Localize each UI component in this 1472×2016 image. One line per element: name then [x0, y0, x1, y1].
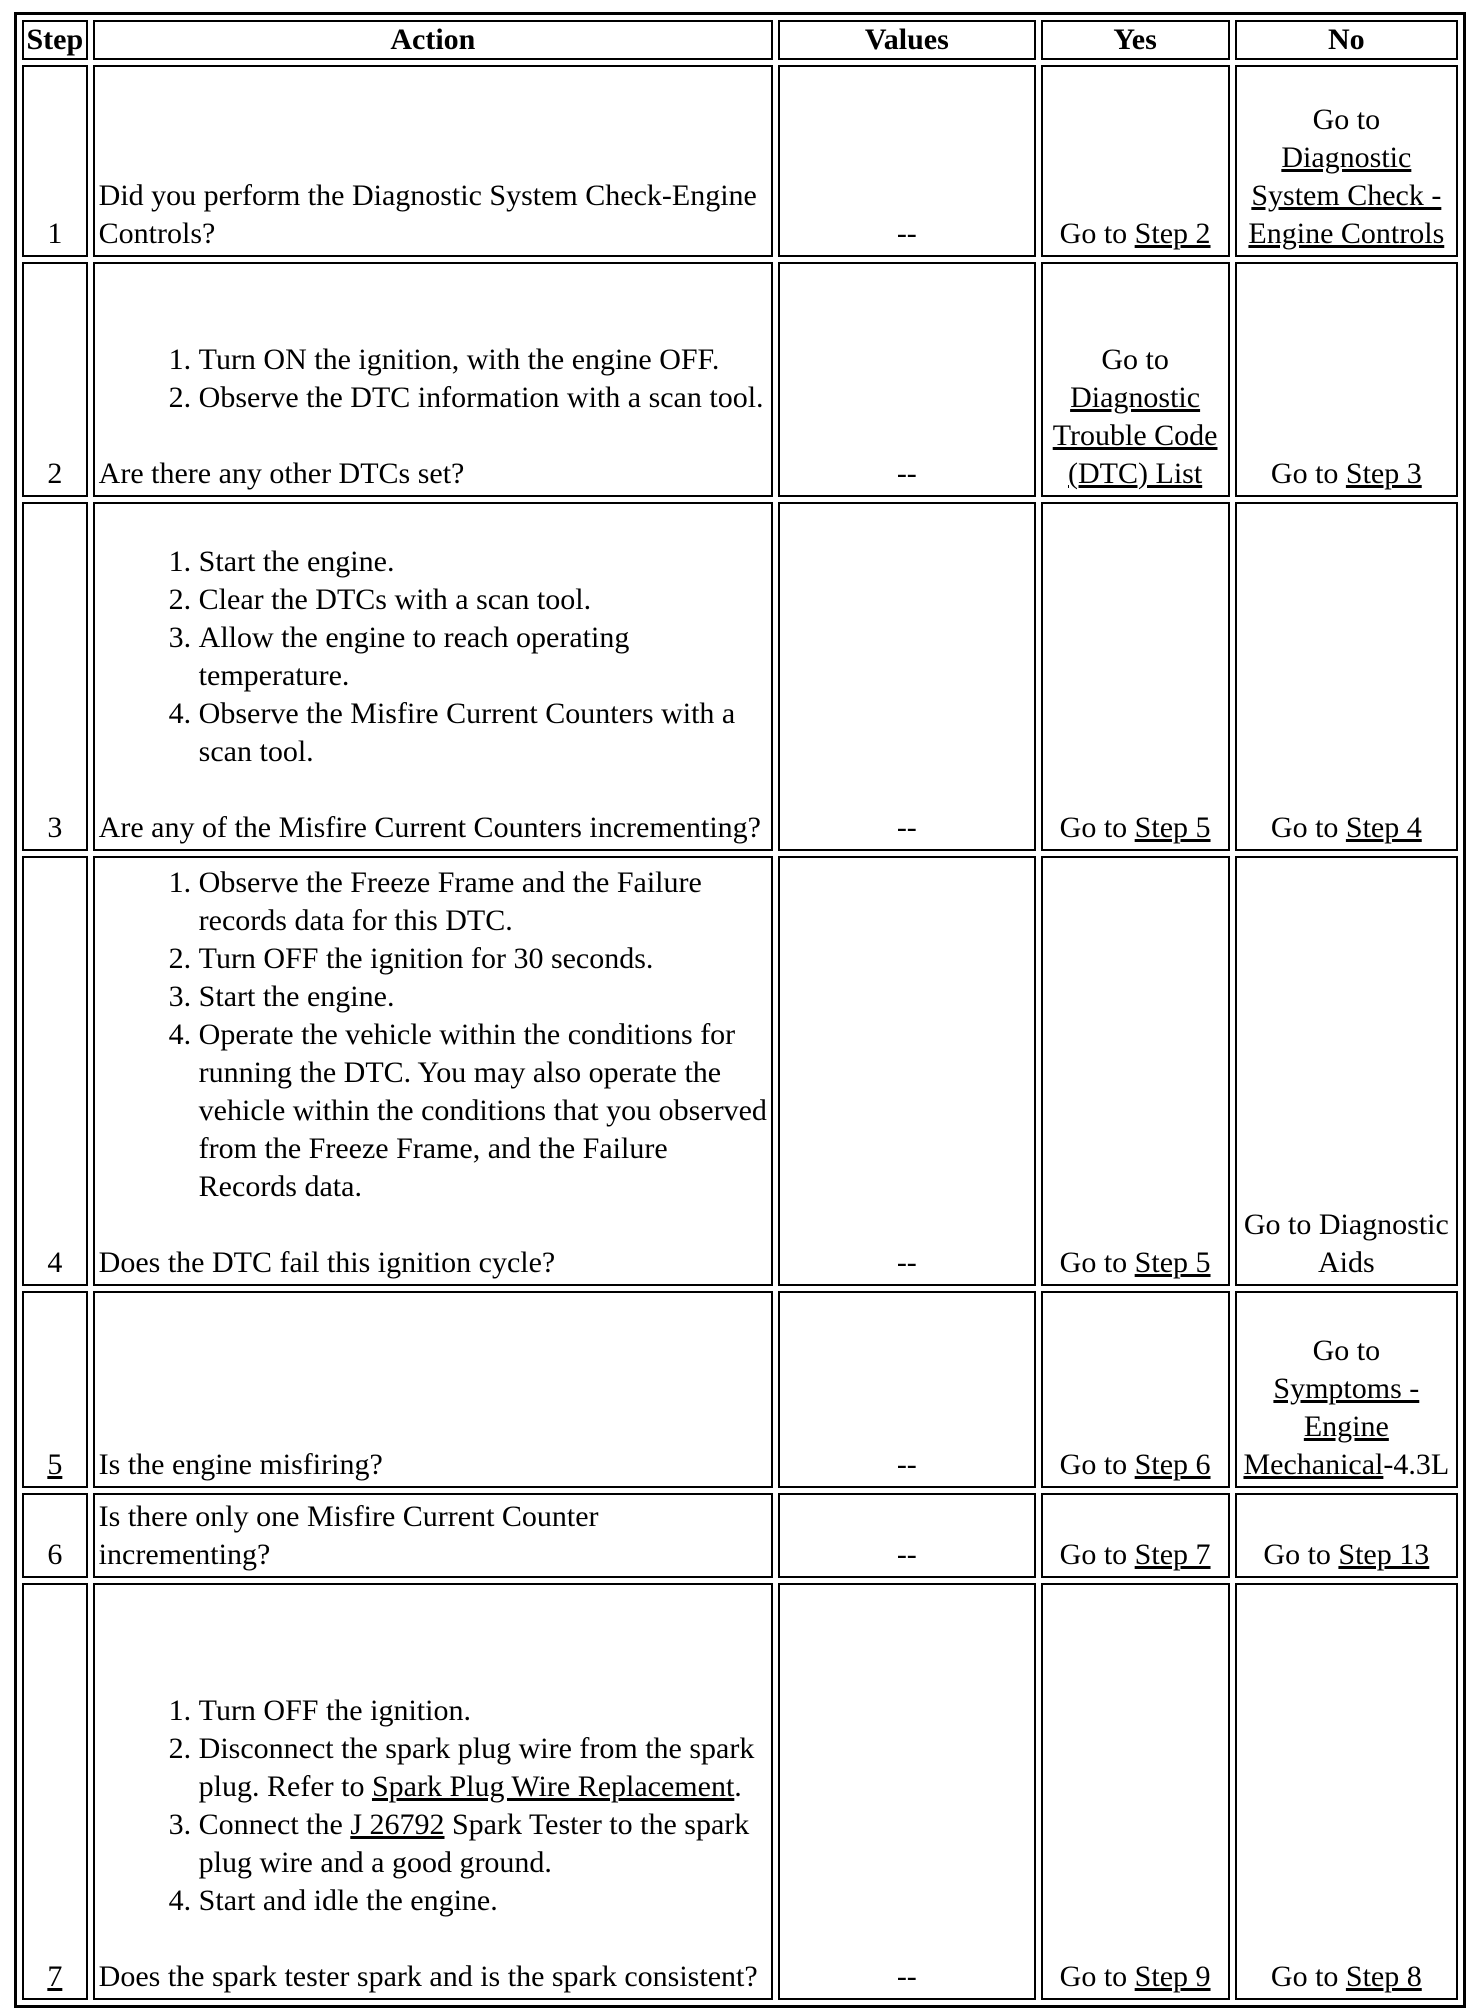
step-question: Is the engine misfiring?: [98, 1448, 383, 1482]
substep-list: [99, 543, 767, 771]
yes-prefix: Go to: [1059, 1448, 1135, 1482]
action-cell: [93, 856, 773, 1287]
yes-cell: [1041, 502, 1230, 851]
spark-plug-wire-replacement-link[interactable]: Spark Plug Wire Replacement: [371, 1770, 735, 1803]
substep-item: 1. Turn OFF the ignition.: [199, 1692, 767, 1730]
substep-list: [99, 1692, 767, 1920]
step-link[interactable]: 7: [47, 1960, 63, 1993]
step-link[interactable]: 5: [47, 1448, 63, 1482]
step-number: 3: [22, 502, 88, 851]
table-row: [22, 1493, 1458, 1578]
values-cell: --: [778, 65, 1035, 257]
header-yes: Yes: [1041, 20, 1230, 60]
step-question: Does the DTC fail this ignition cycle?: [98, 1246, 556, 1280]
yes-cell: [1041, 1493, 1230, 1578]
yes-link[interactable]: Step 2: [1134, 217, 1211, 251]
no-prefix: Go to: [1312, 1334, 1381, 1368]
no-prefix: Go to: [1270, 810, 1346, 844]
yes-cell: [1041, 856, 1230, 1287]
substep-item: [199, 1806, 767, 1882]
values-cell: --: [778, 262, 1035, 497]
substep-item: 1. Observe the Freeze Frame and the Failure records data for this DTC.: [199, 864, 767, 940]
yes-cell: [1041, 65, 1230, 257]
step-number: 4: [22, 856, 88, 1287]
yes-link[interactable]: Step 9: [1134, 1960, 1211, 1993]
substep-item: 3. Allow the engine to reach operating temperature.: [199, 619, 767, 695]
yes-prefix: Go to: [1059, 217, 1135, 251]
header-action: Action: [93, 20, 773, 60]
step-question: Is there only one Misfire Current Counter incrementing?: [98, 1500, 599, 1572]
no-suffix: -4.3L: [1383, 1448, 1450, 1482]
values-cell: --: [778, 856, 1035, 1287]
header-step: Step: [22, 20, 88, 60]
substep-item: 1. Start the engine.: [199, 543, 767, 581]
step-number: 1: [22, 65, 88, 257]
substep-item: [199, 1730, 767, 1806]
no-cell: [1235, 1291, 1458, 1488]
action-cell: [93, 1583, 773, 2000]
no-link[interactable]: Symptoms - Engine Mechanical: [1243, 1372, 1420, 1482]
table-row: [22, 1583, 1458, 2000]
no-link[interactable]: Diagnostic System Check - Engine Controls: [1248, 141, 1445, 251]
table-row: [22, 502, 1458, 851]
header-values: Values: [778, 20, 1035, 60]
step-question: Did you perform the Diagnostic System Check-Engine Controls?: [98, 179, 757, 251]
substep-text: Connect the: [198, 1808, 351, 1841]
no-link[interactable]: Step 8: [1345, 1960, 1422, 1993]
no-prefix: Go to: [1270, 456, 1346, 490]
no-prefix: Go to: [1263, 1538, 1339, 1572]
substep-list: [99, 341, 767, 417]
no-cell: [1235, 65, 1458, 257]
substep-item: 3. Start the engine.: [199, 978, 767, 1016]
substep-item: 1. Turn ON the ignition, with the engine OFF.: [199, 341, 767, 379]
substep-item: 2. Clear the DTCs with a scan tool.: [199, 581, 767, 619]
substep-item: 4. Operate the vehicle within the conditions for running the DTC. You may also operate the vehicle within the conditions that you observed from the Freeze Frame, and the Failure Records data.: [199, 1016, 767, 1206]
substep-list: [99, 864, 767, 1206]
action-cell: [93, 1493, 773, 1578]
table-row: [22, 262, 1458, 497]
substep-text: .: [734, 1770, 742, 1803]
yes-prefix: Go to: [1059, 1538, 1135, 1572]
step-number: 6: [22, 1493, 88, 1578]
no-cell: [1235, 502, 1458, 851]
table-row: [22, 856, 1458, 1287]
values-cell: --: [778, 1291, 1035, 1488]
no-prefix: Go to: [1270, 1960, 1346, 1993]
table-row: [22, 1291, 1458, 1488]
yes-link[interactable]: Step 5: [1134, 810, 1211, 844]
no-prefix: Go to: [1312, 103, 1381, 137]
values-cell: --: [778, 1583, 1035, 2000]
diagnostic-table-frame: [14, 12, 1466, 2008]
step-question: Are any of the Misfire Current Counters incrementing?: [98, 810, 761, 844]
no-link[interactable]: Step 13: [1338, 1538, 1430, 1572]
action-cell: [93, 502, 773, 851]
yes-prefix: Go to: [1101, 342, 1169, 376]
action-cell: [93, 262, 773, 497]
header-no: No: [1235, 20, 1458, 60]
values-cell: --: [778, 1493, 1035, 1578]
spark-tester-link[interactable]: J 26792: [350, 1808, 445, 1841]
step-question: Does the spark tester spark and is the spark consistent?: [98, 1960, 758, 1993]
substep-text: Spark Tester to the spark plug wire and a good ground.: [198, 1808, 750, 1879]
no-cell: Go to Diagnostic Aids: [1235, 856, 1458, 1287]
no-cell: [1235, 262, 1458, 497]
substep-item: 2. Observe the DTC information with a scan tool.: [199, 379, 767, 417]
action-cell: [93, 1291, 773, 1488]
substep-item: 4. Observe the Misfire Current Counters with a scan tool.: [199, 695, 767, 771]
no-link[interactable]: Step 4: [1345, 810, 1422, 844]
yes-cell: [1041, 262, 1230, 497]
step-number: [22, 1291, 88, 1488]
action-cell: [93, 65, 773, 257]
no-link[interactable]: Step 3: [1345, 456, 1422, 490]
diagnostic-table: [17, 15, 1463, 2005]
step-question: Are there any other DTCs set?: [98, 456, 465, 490]
yes-prefix: Go to: [1059, 1246, 1135, 1280]
yes-link[interactable]: Step 7: [1134, 1538, 1211, 1572]
yes-cell: [1041, 1291, 1230, 1488]
step-number: 2: [22, 262, 88, 497]
step-number: [22, 1583, 88, 2000]
substep-item: 4. Start and idle the engine.: [199, 1882, 767, 1920]
yes-prefix: Go to: [1059, 1960, 1135, 1993]
yes-link[interactable]: Step 5: [1134, 1246, 1211, 1280]
yes-link[interactable]: Diagnostic Trouble Code (DTC) List: [1052, 380, 1218, 490]
values-cell: --: [778, 502, 1035, 851]
substep-item: 2. Turn OFF the ignition for 30 seconds.: [199, 940, 767, 978]
no-cell: [1235, 1583, 1458, 2000]
yes-prefix: Go to: [1059, 810, 1135, 844]
table-row: [22, 65, 1458, 257]
yes-cell: [1041, 1583, 1230, 2000]
substep-text: Disconnect the spark plug wire from the spark plug. Refer to: [198, 1732, 755, 1803]
no-cell: [1235, 1493, 1458, 1578]
yes-link[interactable]: Step 6: [1134, 1448, 1211, 1482]
